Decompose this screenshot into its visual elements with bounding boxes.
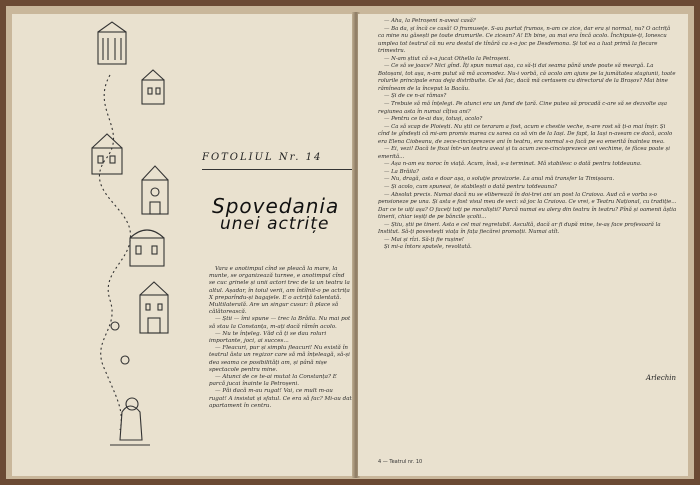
left-article-text — [209, 266, 352, 410]
paragraph: Vara e anotimpul cînd se pleacă la mare, la munte, se organizează turnee, e anotimpul cînd se cuc grinele și unii actori trec de la un teatru la altul. Așadar, în toiul verii, am întîlnit-o pe actrița X preparîndu-și bagajele. E o actriță talentată. Multilaterală. Are un singur cusur: îi place să călătorească. — [209, 266, 350, 316]
paragraph: — La Brăila? — [384, 168, 419, 175]
paragraph: — N-am știut că s-a jucat Othello la Petroșeni. — [384, 55, 511, 62]
paragraph: — Păi dacă m-au rugat! Vai, ce mult m-au rugat! A insistat și sfatul. Ce era să fac? Mi-au dat apartament în centru. — [209, 388, 352, 409]
paragraph: — Ca să scap de Ploiești. Nu știi ce teraram a fost, acum e chestie veche, n-are rost să ți-o mai înșir. Și cînd te gîndești că mi-am promis marea cu sarea ca să vin de la Iași. De fapt, la Iași n-aveam ce dacă, acolo era Elena Ciobeanu, de zece-cincisprezece ani în teatru, era normal s-o facă pe ea emerită înaintea mea. — [378, 123, 673, 145]
magazine-spread — [6, 6, 694, 479]
paragraph: — Așa n-am eu noroc în viață. Acum, însă, s-a terminat. Mă stabilesc o dată pentru totdeauna. — [384, 161, 642, 168]
title-line-2: unei actrițe — [220, 214, 330, 234]
title-line-1: Spovedania — [212, 194, 340, 218]
rubric-label: FOTOLIUL Nr. 14 — [202, 152, 323, 163]
right-page — [358, 14, 688, 476]
paragraph: — Fleacuri, pur și simplu fleacuri! Nu există în teatrul ăsta un regizor care să mă înțeleagă, să-și dea seama ce posibilități am, și până nișe spectacole pentru mine. — [209, 345, 350, 373]
paragraph: — Absolut precis. Numai dacă nu se eliberează în doi-trei ani un post la Craiova. Aud că e vorba s-o pensioneze pe una. Și asta e fost visul meu de veci: să joc la Craiova. Ce vrei, e Teatru Național, cu tradiție... Dar ce te uiți așa? O faceți toți pe moraliștii? Parcă numai eu alerg din teatru în teatru? Pînă și oamenii ăștia tinerii, chiar ieșiți de pe băncile școlii... — [378, 191, 677, 221]
paragraph: — Trebuie să mă înțelegi. Pe atunci era un fund de țară. Cine putea să procadă c-are să se dezvolte așa regiunea asta în numai cîțiva ani? — [378, 101, 667, 115]
right-article-text — [378, 18, 678, 252]
paragraph: — Atunci de ce te-ai mutat la Constanța? E parcă jucai înainte la Petroșeni. — [209, 374, 337, 388]
paragraph: — Știu, știi pe tineri. Asta e cel mai regretabil. Ascultă, dacă ar fi după mine, te-aș face profesoară la Institut. Să-ți povestești viața în fața fiecărei promoții. Numai atît. — [378, 221, 661, 236]
paragraph: — Și de ce n-ai rămas? — [384, 93, 447, 100]
paragraph: — Și acolo, cum spuneai, te stabilești o dată pentru totdeauna? — [384, 184, 558, 191]
theatre-buildings-illustration — [70, 20, 180, 465]
rubric-divider — [202, 169, 352, 170]
paragraph: Și mi-a întors spatele, revoltată. — [384, 244, 472, 251]
paragraph: — Nu te înțeleg. Văd că ți se dau roluri importante, joci, ai succes... — [209, 330, 327, 345]
article-title — [212, 196, 352, 233]
paragraph: — Ba da, și încă ce casă! O frumusețe. S-au purtat frumos, n-am ce zice, dar era și normal, nu? O actriță ca mine nu găsești pe toate drumurile. Ce zicean? A! Eh bine, au mai era încă acolo. Închipuie-ți, Ionescu umplea tot teatrul că nu era destul de tînără ca s-o joc pe Desdemona. Și tot ea a luat primă la fiecare trimestru. — [378, 25, 671, 55]
paragraph: — Aha, la Petroșeni n-aveai casă? — [384, 18, 476, 24]
page-footer: 4 — Teatrul nr. 10 — [378, 459, 423, 465]
paragraph: — Pentru ce te-ai dus, totuși, acolo? — [384, 116, 483, 123]
paragraph: — Știi — îmi spune — trec la Brăila. Nu mai pot să stau la Constanța, m-ați dacă rămîn acolo. — [209, 316, 351, 330]
author-signature: Arlechin — [646, 374, 676, 382]
paragraph: — Nu, dragă, asta e doar așa, o soluție provizorie. La anul mă transfer la Timișoara. — [384, 176, 615, 183]
paragraph: — Mai și rîzi. Să-ți fie rușine! — [384, 236, 464, 243]
left-page — [12, 14, 354, 476]
paragraph: — Ei, vezi! Dacă te fixai într-un teatru aveai și tu acum zece-cincisprezece ani vechime, te făcea poate și emerită... — [378, 146, 670, 160]
paragraph: — Ce să se joace? Nici gînd. Îți spun numai așa, ca să-ți dai seama până unde poate să meargă. La Botoșani, tot așa, n-am putut să mă acomodez. Nu-i vorbă, că acolo am ajuns pe la jumătatea stagiunii, toate rolurile principale erau deja distribuite. Ce să fac, dacă mă certasem cu directorul de la Brașov? Mai bine rămîneam de la început la Bacău. — [378, 63, 676, 92]
